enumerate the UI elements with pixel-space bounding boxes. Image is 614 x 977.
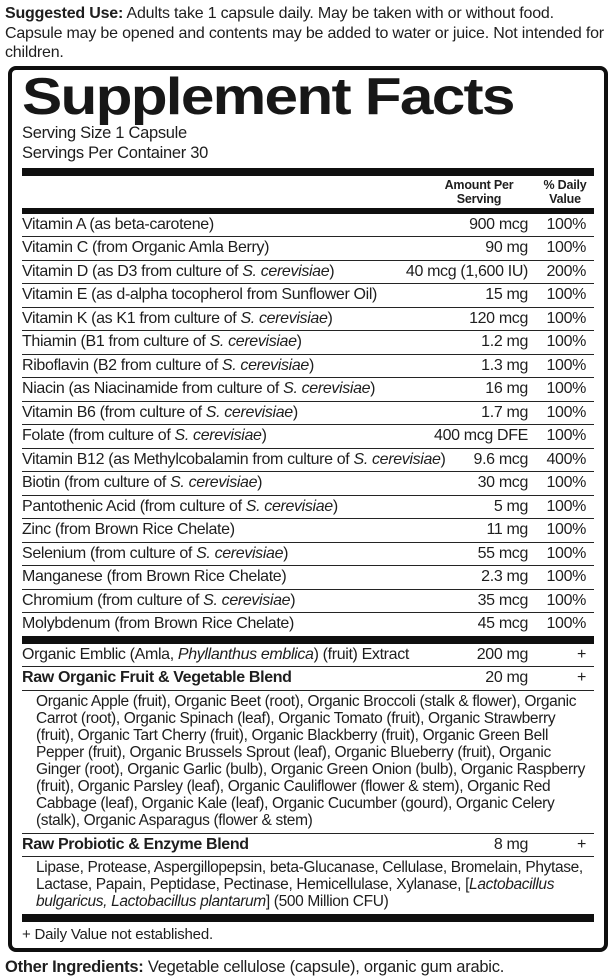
supplement-label	[0, 4, 614, 977]
nutrient-amount: 1.7 mg	[481, 403, 528, 421]
nutrient-daily-value: 100%	[546, 286, 586, 304]
nutrient-amount: 35 mcg	[477, 591, 528, 609]
nutrient-amount: 1.3 mg	[481, 356, 528, 374]
nutrient-amount: 16 mg	[485, 380, 528, 398]
nutrient-name: Thiamin (B1 from culture of S. cerevisiae)	[22, 333, 302, 351]
table-row	[22, 331, 594, 355]
table-row	[22, 378, 594, 402]
table-row	[22, 308, 594, 332]
table-row	[22, 284, 594, 308]
nutrient-amount: 15 mg	[485, 286, 528, 304]
nutrient-daily-value: 100%	[546, 427, 586, 445]
table-row	[22, 472, 594, 496]
nutrient-daily-value: 400%	[546, 450, 586, 468]
other-ingredients-text: Vegetable cellulose (capsule), organic gum arabic.	[143, 958, 505, 976]
table-row	[22, 834, 594, 858]
table-row	[22, 543, 594, 567]
nutrient-amount: 200 mg	[476, 645, 528, 663]
nutrient-amount: 8 mg	[493, 835, 528, 853]
table-row	[22, 237, 594, 261]
nutrient-amount: 30 mcg	[477, 474, 528, 492]
nutrient-daily-value: 100%	[546, 615, 586, 633]
nutrient-name: Folate (from culture of S. cerevisiae)	[22, 427, 267, 445]
table-row	[22, 402, 594, 426]
nutrient-name: Riboflavin (B2 from culture of S. cerevisiae)	[22, 356, 314, 374]
table-row	[22, 667, 594, 691]
nutrient-daily-value: 100%	[546, 568, 586, 586]
daily-value-footnote: + Daily Value not established.	[22, 926, 213, 943]
nutrient-daily-value: 100%	[546, 521, 586, 539]
nutrient-daily-value: +	[577, 669, 586, 687]
nutrient-name: Vitamin C (from Organic Amla Berry)	[22, 239, 270, 257]
table-row	[22, 496, 594, 520]
nutrient-name: Raw Organic Fruit & Vegetable Blend	[22, 669, 292, 687]
nutrient-amount: 11 mg	[486, 521, 528, 539]
column-header-daily-value: % Daily Value	[543, 177, 587, 206]
nutrient-name: Biotin (from culture of S. cerevisiae)	[22, 474, 263, 492]
servings-per-container: Servings Per Container 30	[22, 143, 209, 162]
nutrient-name: Vitamin B12 (as Methylcobalamin from culture of S. cerevisiae)	[22, 450, 446, 468]
divider-thick-bottom	[22, 914, 594, 922]
nutrient-daily-value: 100%	[546, 474, 586, 492]
nutrient-name: Pantothenic Acid (from culture of S. cerevisiae)	[22, 497, 338, 515]
nutrient-name: Manganese (from Brown Rice Chelate)	[22, 568, 287, 586]
blend-rows	[22, 644, 594, 915]
table-row	[22, 449, 594, 473]
suggested-use	[5, 4, 610, 63]
nutrient-daily-value: 200%	[546, 262, 586, 280]
blend-ingredients: Lipase, Protease, Aspergillopepsin, beta-Glucanase, Cellulase, Bromelain, Phytase, Lactase, Papain, Peptidase, Pectinase, Hemicellulase, Xylanase, [Lactobacillus bulgaricus, Lactobacillus plantarum] (500 Million CFU)	[36, 859, 583, 910]
nutrient-daily-value: 100%	[546, 215, 586, 233]
column-header-amount: Amount Per Serving	[444, 177, 514, 206]
other-ingredients	[5, 958, 610, 977]
nutrient-daily-value: 100%	[546, 356, 586, 374]
table-row	[22, 566, 594, 590]
nutrient-daily-value: 100%	[546, 333, 586, 351]
nutrient-amount: 45 mcg	[477, 615, 528, 633]
table-row	[22, 644, 594, 668]
serving-size: Serving Size 1 Capsule	[22, 123, 187, 142]
nutrient-name: Chromium (from culture of S. cerevisiae)	[22, 591, 296, 609]
nutrient-daily-value: 100%	[546, 403, 586, 421]
nutrient-daily-value: +	[577, 645, 586, 663]
nutrient-amount: 120 mcg	[469, 309, 528, 327]
table-row	[22, 613, 594, 636]
panel-title: Supplement Facts	[22, 67, 514, 126]
table-row	[22, 355, 594, 379]
nutrient-name: Vitamin B6 (from culture of S. cerevisiae)	[22, 403, 298, 421]
blend-ingredients: Organic Apple (fruit), Organic Beet (root), Organic Broccoli (stalk & flower), Organic Carrot (root), Organic Spinach (leaf), Organic Tomato (fruit), Organic Strawberry (fruit), Organic Tart Cherry (fruit), Organic Blackberry (fruit), Organic Green Bell Pepper (fruit), Organic Brussels Sprout (leaf), Organic Blueberry (fruit), Organic Ginger (root), Organic Garlic (bulb), Organic Green Onion (bulb), Organic Raspberry (fruit), Organic Parsley (leaf), Organic Cauliflower (flower & stem), Organic Red Cabbage (leaf), Organic Kale (leaf), Organic Cucumber (gourd), Organic Celery (stalk), Organic Asparagus (flower & stem)	[22, 691, 594, 834]
table-row	[22, 519, 594, 543]
nutrient-amount: 5 mg	[493, 497, 528, 515]
table-row	[22, 214, 594, 238]
column-headers	[22, 176, 594, 208]
nutrient-daily-value: 100%	[546, 309, 586, 327]
nutrient-amount: 400 mcg DFE	[434, 427, 528, 445]
nutrient-daily-value: 100%	[546, 544, 586, 562]
nutrient-amount: 2.3 mg	[481, 568, 528, 586]
suggested-use-text: Adults take 1 capsule daily. May be taken with or without food. Capsule may be opened and contents may be added to water or juice. Not intended for children.	[5, 5, 604, 61]
nutrient-name: Vitamin E (as d-alpha tocopherol from Sunflower Oil)	[22, 286, 378, 304]
nutrient-name: Vitamin D (as D3 from culture of S. cerevisiae)	[22, 262, 335, 280]
nutrient-name: Niacin (as Niacinamide from culture of S. cerevisiae)	[22, 380, 376, 398]
nutrient-amount: 90 mg	[485, 239, 528, 257]
nutrient-daily-value: 100%	[546, 591, 586, 609]
nutrient-amount: 55 mcg	[477, 544, 528, 562]
nutrient-daily-value: 100%	[546, 497, 586, 515]
nutrient-amount: 40 mcg (1,600 IU)	[405, 262, 528, 280]
table-row	[22, 590, 594, 614]
suggested-use-label: Suggested Use:	[5, 5, 124, 22]
nutrient-name: Zinc (from Brown Rice Chelate)	[22, 521, 235, 539]
nutrient-name: Vitamin K (as K1 from culture of S. cerevisiae)	[22, 309, 333, 327]
nutrient-amount: 20 mg	[485, 669, 528, 687]
nutrient-name: Molybdenum (from Brown Rice Chelate)	[22, 615, 294, 633]
nutrient-name: Organic Emblic (Amla, Phyllanthus emblica) (fruit) Extract	[22, 645, 409, 663]
other-ingredients-label: Other Ingredients:	[5, 958, 144, 976]
table-row	[22, 425, 594, 449]
nutrient-name: Vitamin A (as beta-carotene)	[22, 215, 214, 233]
nutrient-name: Raw Probiotic & Enzyme Blend	[22, 835, 249, 853]
nutrient-daily-value: 100%	[546, 380, 586, 398]
nutrient-amount: 900 mcg	[469, 215, 528, 233]
table-row	[22, 261, 594, 285]
supplement-facts-panel	[8, 66, 608, 953]
nutrient-daily-value: +	[577, 835, 586, 853]
nutrient-amount: 1.2 mg	[481, 333, 528, 351]
nutrient-daily-value: 100%	[546, 239, 586, 257]
nutrient-amount: 9.6 mcg	[473, 450, 528, 468]
divider-thick-top	[22, 168, 594, 176]
nutrient-name: Selenium (from culture of S. cerevisiae)	[22, 544, 289, 562]
divider-thick-blends	[22, 636, 594, 644]
nutrient-rows	[22, 214, 594, 636]
